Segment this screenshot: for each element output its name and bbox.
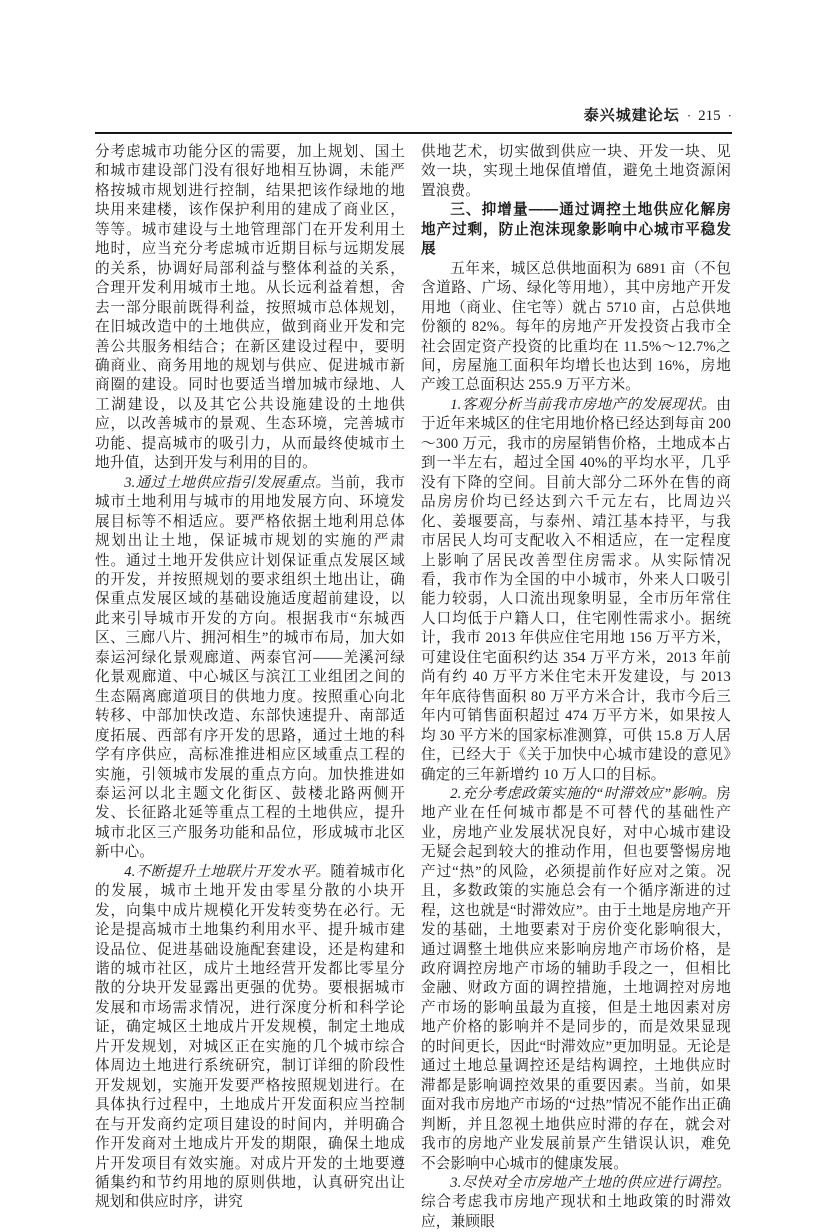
section-heading: 三、抑增量——通过调控土地供应化解房地产过剩，防止泡沫现象影响中心城市平稳发展 <box>421 202 731 258</box>
journal-title: 泰兴城建论坛 <box>583 107 680 124</box>
paragraph-point-3 <box>95 474 405 863</box>
paragraph-lead: 2.充分考虑政策实施的“时滞效应”影响。 <box>450 785 717 802</box>
paragraph-text: 当前，我市城市土地利用与城市的用地发展方向、环境发展目标等不相适应。要严格依据土地利用总体规划出让土地，保证城市规划的实施的严肃性。通过土地开发供应计划保证重点发展区域的开发，并按照规划的要求组织土地出让，确保重点发展区域的基础设施适度超前建设，以此来引导城市开发的方向。根据我市“东城西区、三廊八片、拥河相生”的城市布局，加大如泰运河绿化景观廊道、两泰官河——羌溪河绿化景观廊道、中心城区与滨江工业组团之间的生态隔离廊道项目的供地力度。按照重心向北转移、中部加快改造、东部快速提升、南部适度拓展、西部有序开发的思路，通过土地的科学有序供应，高标准推进相应区域重点工程的实施，引领城市发展的重点方向。加快推进如泰运河以北主题文化街区、鼓楼北路两侧开发、长征路北延等重点工程的土地供应，提升城市北区三产服务功能和品位，形成城市北区新中心。 <box>95 474 405 861</box>
paragraph-text: 随着城市化的发展，城市土地开发由零星分散的小块开发，向集中成片规模化开发转变势在必行。无论是提高城市土地集约利用水平、提升城市建设品位、促进基础设施配套建设，还是构建和谐的城市社区，成片土地经营开发都比零星分散的分块开发显露出更强的优势。要根据城市发展和市场需求情况，进行深度分析和科学论证，确定城区土地成片开发规模，制定土地成片开发规划，对城区正在实施的几个城市综合体周边土地进行系统研究，制订详细的阶段性开发规划，实施开发要严格按照规划进行。在具体执行过程中，土地成片开发面积应当控制在与开发商约定项目建设的时间内，并明确合作开发商对土地成片开发的期限，确保土地成片开发项目有效实施。对成片开发的土地要遵循集约和节约用地的原则供地，认真研究出让规划和供应时序，讲究 <box>95 863 405 1211</box>
paragraph-point-4 <box>95 863 405 1213</box>
running-head <box>95 106 732 126</box>
paragraph-text: 供地艺术，切实做到供应一块、开发一块、见效一块，实现土地保值增值，避免土地资源闲置浪费。 <box>421 144 731 199</box>
paragraph-lead: 3.尽快对全市房地产土地的供应进行调控。 <box>450 1175 731 1192</box>
two-column-body <box>95 143 732 1232</box>
page-number-dot-right: · <box>727 108 732 123</box>
paragraph-continuation <box>95 143 405 474</box>
paragraph-point-1 <box>421 396 731 785</box>
paragraph-continuation <box>421 143 731 201</box>
page-number: 215 <box>698 108 721 124</box>
paragraph-lead: 4.不断提升土地联片开发水平。 <box>124 863 331 880</box>
page-number-dot-left: · <box>686 108 692 123</box>
paragraph-text: 由于近年来城区的住宅用地价格已经达到每亩 200～300 万元，我市的房屋销售价格，土地成本占到一半左右，超过全国 40%的平均水平，几乎没有下降的空间。目前大部分二环外在售的商品房房价均已经达到六千元左右，比周边兴化、姜堰要高，与泰州、靖江基本持平，与我市居民人均可支配收入不相适应，在一定程度上影响了居民改善型住房需求。从实际情况看，我市作为全国的中小城市，外来人口吸引能力较弱，人口流出现象明显，全市历年常住人口均低于户籍人口，住宅刚性需求小。据统计，我市 2013 年供应住宅用地 156 万平方米，可建设住宅面积约达 354 万平方米，2013 年前尚有约 40 万平方米住宅未开发建设，与 2013 年年底待售面积 80 万平方米合计，我市今后三年内可销售面积超过 474 万平方米，如果按人均 30 平方米的国家标准测算，可供 15.8 万人居住，已经大于《关于加快中心城市建设的意见》确定的三年新增约 10 万人口的目标。 <box>421 396 731 783</box>
paragraph-point-3 <box>421 1174 731 1232</box>
document-page <box>95 0 732 1232</box>
paragraph-point-2 <box>421 785 731 1174</box>
paragraph-lead: 1.客观分析当前我市房地产的发展现状。 <box>450 396 717 413</box>
header-rule <box>95 132 732 134</box>
paragraph-lead: 3.通过土地供应指引发展重点。 <box>124 474 331 491</box>
paragraph-overview <box>421 260 731 396</box>
right-column <box>421 143 731 1232</box>
paragraph-text: 房地产业在任何城市都是不可替代的基础性产业，房地产业发展状况良好，对中心城市建设无疑会起到较大的推动作用，但也要警惕房地产过“热”的风险，必须提前作好应对之策。况且，多数政策的实施总会有一个循序渐进的过程，这也就是“时滞效应”。由于土地是房地产开发的基础，土地要素对于房价变化影响很大，通过调整土地供应来影响房地产市场价格，是政府调控房地产市场的辅助手段之一，但相比金融、财政方面的调控措施，土地调控对房地产市场的影响虽最为直接，但是土地因素对房地产价格的影响并不是同步的，而是效果显现的时间更长，因此“时滞效应”更加明显。无论是通过土地总量调控还是结构调控，土地供应时滞都是影响调控效果的重要因素。当前，如果面对我市房地产市场的“过热”情况不能作出正确判断，并且忽视土地供应时滞的存在，就会对我市的房地产业发展前景产生错误认识，难免不会影响中心城市的健康发展。 <box>421 785 731 1172</box>
paragraph-text: 综合考虑我市房地产现状和土地政策的时滞效应，兼顾眼 <box>421 1194 731 1230</box>
paragraph-text: 分考虑城市功能分区的需要，加上规划、国土和城市建设部门没有很好地相互协调，未能严格按城市规划进行控制，结果把该作绿地的地块用来建楼，该作保护利用的建成了商业区，等等。城市建设与土地管理部门在开发利用土地时，应当充分考虑城市近期目标与远期发展的关系，协调好局部利益与整体利益的关系，合理开发利用城市土地。从长远利益着想，舍去一部分眼前既得利益，按照城市总体规划，在旧城改造中的土地供应，做到商业开发和完善公共服务相结合；在新区建设过程中，要明确商业、商务用地的规划与供应、促进城市新商圈的建设。同时也要适当增加城市绿地、人工湖建设，以及其它公共设施建设的土地供应，以改善城市的景观、生态环境，完善城市功能、提高城市的吸引力，从而最终使城市土地升值，达到开发与利用的目的。 <box>95 144 405 472</box>
left-column <box>95 143 405 1232</box>
paragraph-text: 五年来，城区总供地面积为 6891 亩（不包含道路、广场、绿化等用地），其中房地产开发用地（商业、住宅等）就占 5710 亩，占总供地份额的 82%。每年的房地产开发投资占我市全社会固定资产投资的比重均在 11.5%～12.7%之间，房屋施工面积年均增长也达到 16%，房地产竣工总面积达 255.9 万平方米。 <box>421 260 731 394</box>
